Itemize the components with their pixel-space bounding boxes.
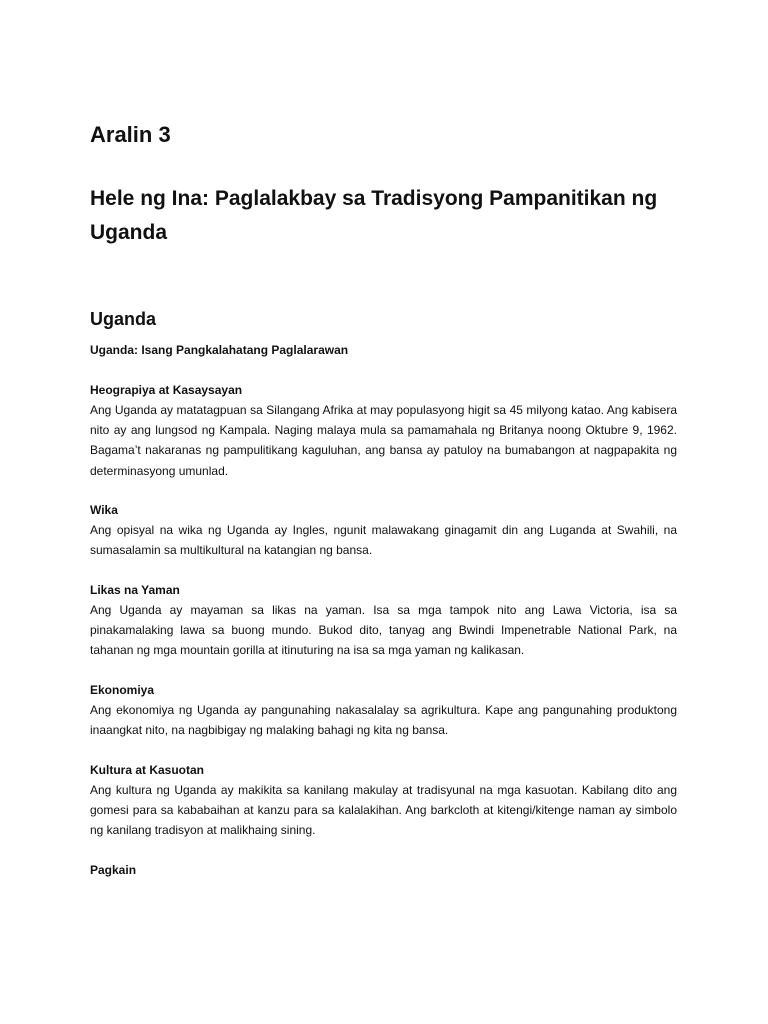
- section-heading-food: Pagkain: [90, 863, 137, 877]
- section-title: Uganda: [90, 309, 157, 329]
- section-body-culture-clothing: Ang kultura ng Uganda ay makikita sa kanilang makulay at tradisyunal na mga kasuotan. Kabilang dito ang gomesi para sa kababaihan at kanzu para sa kalalakihan. Ang barkcloth at kitengi/kitenge naman ay simbolo ng kanilang tradisyon at malikhaing sining.: [90, 783, 677, 838]
- section-heading-language: Wika: [90, 503, 118, 517]
- section-body-natural-resources: Ang Uganda ay mayaman sa likas na yaman. Isa sa mga tampok nito ang Lawa Victoria, isa sa pinakamalaking lawa sa buong mundo. Bukod dito, tanyag ang Bwindi Impenetrable National Park, na tahanan ng mga mountain gorilla at itinuturing na isa sa mga yaman ng kalikasan.: [90, 603, 677, 658]
- section-heading-economy: Ekonomiya: [90, 683, 155, 697]
- section-heading-culture-clothing: Kultura at Kasuotan: [90, 763, 205, 777]
- section-heading-geography-history: Heograpiya at Kasaysayan: [90, 383, 243, 397]
- overview-heading: Uganda: Isang Pangkalahatang Paglalarawan: [90, 343, 349, 357]
- section-body-economy: Ang ekonomiya ng Uganda ay pangunahing nakasalalay sa agrikultura. Kape ang pangunahing produktong inaangkat nito, na nagbibigay ng malaking bahagi ng kita ng bansa.: [90, 703, 677, 738]
- section-body-language: Ang opisyal na wika ng Uganda ay Ingles, ngunit malawakang ginagamit din ang Luganda at Swahili, na sumasalamin sa multikultural na katangian ng bansa.: [90, 523, 677, 558]
- section-body-geography-history: Ang Uganda ay matatagpuan sa Silangang Afrika at may populasyong higit sa 45 milyong katao. Ang kabisera nito ay ang lungsod ng Kampala. Naging malaya mula sa pamamahala ng Britanya noong Oktubre 9, 1962. Bagama’t nakaranas ng pampulitikang kaguluhan, ang bansa ay patuloy na bumabangon at nagpapakita ng determinasyong umunlad.: [90, 403, 677, 478]
- main-title: Hele ng Ina: Paglalakbay sa Tradisyong Pampanitikan ng Uganda: [90, 187, 658, 244]
- section-heading-natural-resources: Likas na Yaman: [90, 583, 180, 597]
- lesson-label: Aralin 3: [90, 122, 171, 147]
